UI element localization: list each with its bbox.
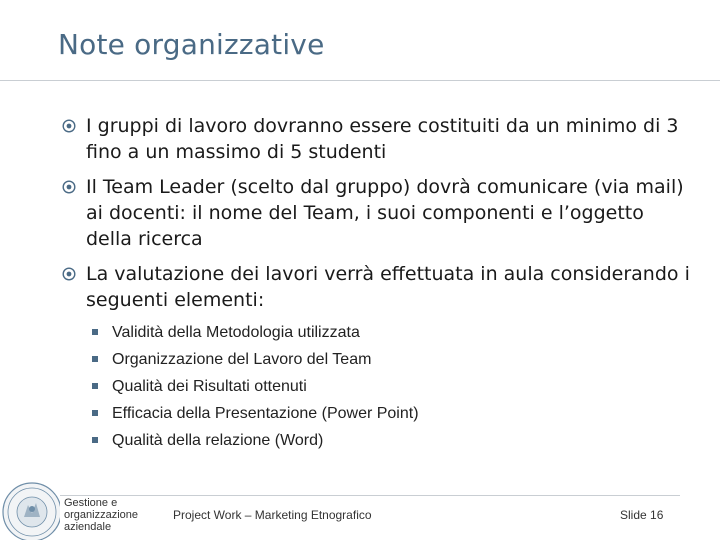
- bullet-text: Il Team Leader (scelto dal gruppo) dovrà comunicare (via mail) ai docenti: il nome del Team, i suoi componenti e l’oggetto della ricerca: [86, 176, 684, 250]
- square-bullet-icon: [92, 356, 98, 362]
- sub-list-item: [92, 427, 419, 454]
- square-bullet-icon: [92, 383, 98, 389]
- circled-dot-icon: [62, 180, 76, 194]
- sub-list-item: [92, 373, 419, 400]
- sub-item-text: Qualità della relazione (Word): [112, 432, 324, 449]
- bullet-list: [62, 113, 692, 322]
- square-bullet-icon: [92, 437, 98, 443]
- university-seal-logo: [0, 481, 60, 540]
- sub-bullet-list: [92, 319, 419, 454]
- sub-item-text: Efficacia della Presentazione (Power Point): [112, 405, 419, 422]
- sub-item-text: Validità della Metodologia utilizzata: [112, 324, 360, 341]
- square-bullet-icon: [92, 329, 98, 335]
- sub-item-text: Organizzazione del Lavoro del Team: [112, 351, 372, 368]
- sub-item-text: Qualità dei Risultati ottenuti: [112, 378, 307, 395]
- circled-dot-icon: [62, 119, 76, 133]
- bullet-text: La valutazione dei lavori verrà effettuata in aula considerando i seguenti elementi:: [86, 263, 690, 311]
- footer-department: [64, 497, 138, 533]
- sub-list-item: [92, 319, 419, 346]
- footer-course-title: Project Work – Marketing Etnografico: [173, 508, 372, 522]
- sub-list-item: [92, 346, 419, 373]
- title-divider: [0, 80, 720, 81]
- bullet-text: I gruppi di lavoro dovranno essere costituiti da un minimo di 3 fino a un massimo di 5 studenti: [86, 115, 679, 163]
- bullet-item: [62, 113, 692, 165]
- slide-title: Note organizzative: [58, 28, 325, 61]
- footer-department-line: organizzazione: [64, 509, 138, 521]
- slide-number: Slide 16: [620, 508, 664, 522]
- square-bullet-icon: [92, 410, 98, 416]
- footer-department-line: aziendale: [64, 521, 112, 533]
- bullet-item: [62, 174, 692, 252]
- footer-department-line: Gestione e: [64, 497, 118, 509]
- circled-dot-icon: [62, 267, 76, 281]
- sub-list-item: [92, 400, 419, 427]
- bullet-item: [62, 261, 692, 313]
- footer-divider: [60, 495, 680, 496]
